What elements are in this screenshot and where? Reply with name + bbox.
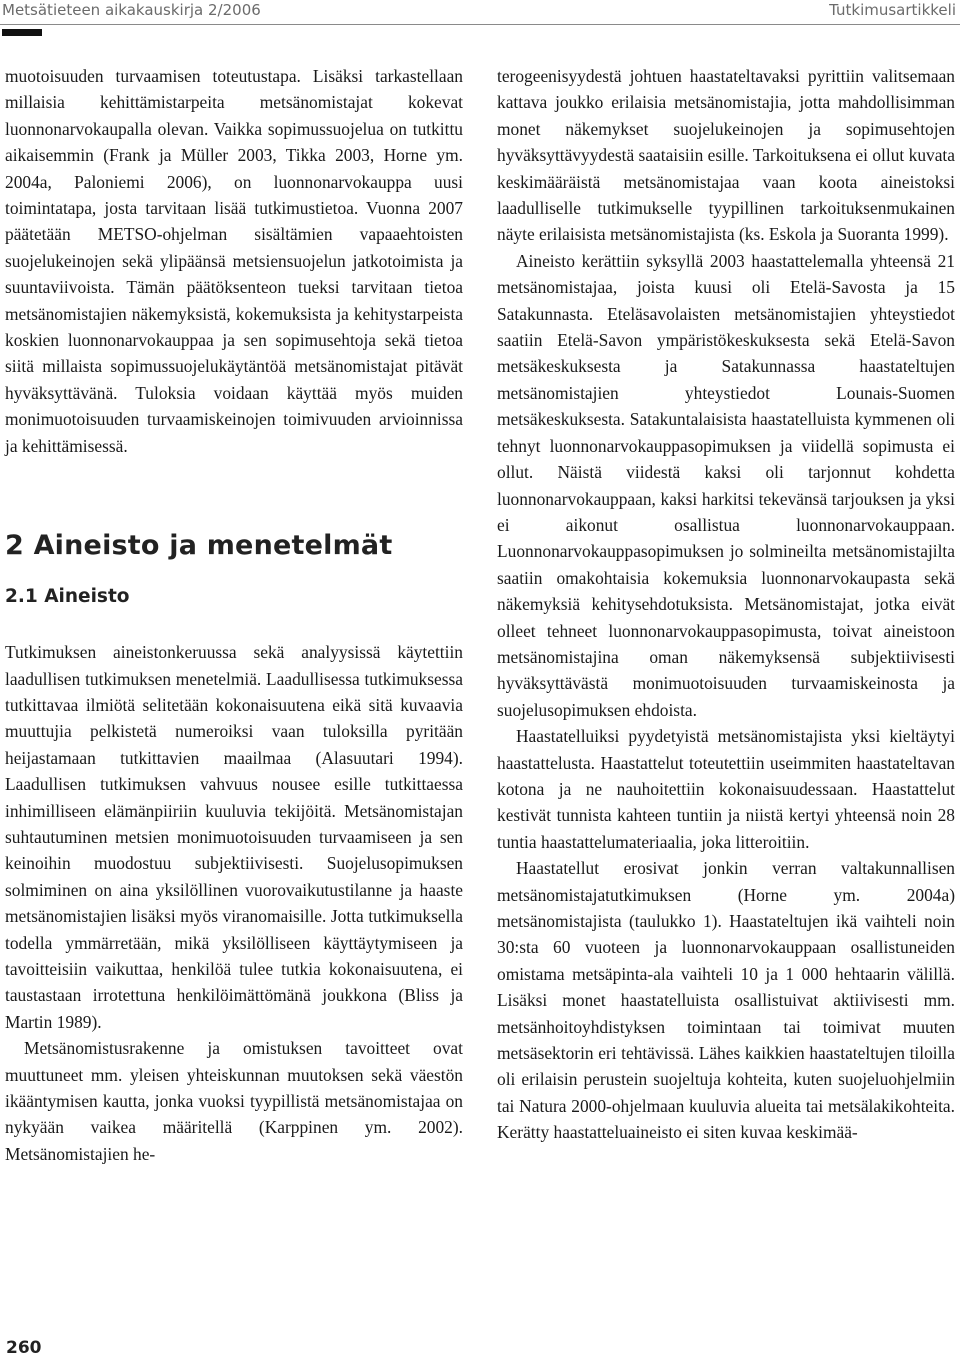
left-column <box>5 63 463 1167</box>
journal-title: Metsätieteen aikakauskirja 2/2006 <box>2 1 261 19</box>
body-paragraph: terogeenisyydestä johtuen haastateltavaksi pyrittiin valitsemaan kattava joukko erilaisia metsänomistajia, jotta mahdollisimman monet näkemykset suojelukeinojen ja sopimusehtojen hyväksyttävyydestä saataisiin esille. Tarkoituksena ei ollut kuvata keskimääräistä metsänomistajaa vaan koota aineistoksi laadulliselle tutkimukselle tyypillinen tarkoituksenmukainen näyte erilaisista metsänomistajista (ks. Eskola ja Suoranta 1999). <box>497 66 955 245</box>
section-heading: 2 Aineisto ja menetelmät <box>5 530 393 562</box>
header-rule <box>0 24 960 25</box>
body-paragraph: Haastatelluiksi pyydetyistä metsänomistajista yksi kieltäytyi haastattelusta. Haastattelut toteutettiin useimmiten haastateltavan kotona ja ne nauhoitettiin kokonaisuudessaan. Haastattelut kestivät tunnista kahteen tuntiin ja niistä kertyi yhteensä noin 28 tuntia haastattelumateriaalia, joka litteroitiin. <box>497 726 955 852</box>
body-paragraph: Tutkimuksen aineistonkeruussa sekä analyysissä käytettiin laadullisen tutkimuksen menetelmiä. Laadullisessa tutkimuksessa tutkittavaa ilmiötä selitetään kokonaisuutena eikä sitä kuvaavia muuttujia pelkistetä numeroiksi vaan tuloksilla pyritään heijastamaan tutkittavien maailmaa (Alasuutari 1994). Laadullisen tutkimuksen vahvuus nousee esille tutkittaessa inhimilliseen elämänpiiriin kuuluvia tekijöitä. Metsänomistajan suhtautuminen metsien monimuotoisuuden turvaamiseen ja sen keinoihin muodostuu subjektiivisesti. Suojelusopimuksen solmiminen on aina yksilöllinen vuorovaikutustilanne ja haaste metsänomistajien lisäksi myös viranomaisille. Jotta tutkimuksella todella ymmärretään, mikä yksilölliseen käyttäytymiseen ja tavoitteisiin vaikuttaa, henkilöä tulee tutkia kokonaisuutena, ei taustastaan irrotettuna henkilöimättömänä joukkona (Bliss ja Martin 1989). <box>5 642 463 1032</box>
subsection-heading: 2.1 Aineisto <box>5 586 130 608</box>
header-mark <box>2 29 42 36</box>
body-paragraph: Metsänomistusrakenne ja omistuksen tavoitteet ovat muuttuneet mm. yleisen yhteiskunnan muutoksen sekä väestön ikääntymisen kautta, jonka vuoksi tyypillistä metsänomistajaa on nykyään vaikea määritellä (Karppinen ym. 2002). Metsänomistajien he- <box>5 1038 463 1164</box>
body-paragraph: muotoisuuden turvaamisen toteutustapa. Lisäksi tarkastellaan millaisia kehittämistarpeita metsänomistajat kokevat luonnonarvokaupalla olevan. Vaikka sopimussuojelua on tutkittu aikaisemmin (Frank ja Müller 2003, Tikka 2003, Horne ym. 2004a, Paloniemi 2006), on luonnonarvokauppa uusi toimintatapa, josta tarvitaan lisää tutkimustietoa. Vuonna 2007 päätetään METSO-ohjelman sisältämien vapaaehtoisten suojelukeinojen sekä ylipäänsä metsiensuojelun jatkotoimista ja suuntaviivoista. Tämän päätöksenteon tueksi tarvitaan tietoa metsänomistajien näkemyksistä, kokemuksista ja kehitystarpeista koskien luonnonarvokauppaa ja sen sopimusehtoja sekä tietoa siitä millaista sopimussuojelukäytäntöä metsänomistajat pitävät hyväksyttävänä. Tuloksia voidaan käyttää myös muiden monimuotoisuuden turvaamiskeinojen toimivuuden arvioinnissa ja kehittämisessä. <box>5 66 463 456</box>
article-type: Tutkimusartikkeli <box>829 1 956 19</box>
body-paragraph: Haastatellut erosivat jonkin verran valtakunnallisen metsänomistajatutkimuksen (Horne ym. 2004a) metsänomistajista (taulukko 1). Haastateltujen ikä vaihteli noin 30:sta 60 vuoteen ja luonnonarvokauppaan osallistuneiden omistama metsäpinta-ala vaihteli 10 ja 1 000 hehtaarin välillä. Lisäksi monet haastatelluista osallistuivat aktiivisesti mm. metsänhoitoyhdistyksen toimintaan tai toimivat muuten metsäsektorin eri tehtävissä. Lähes kaikkien haastateltujen tiloilla oli erilaisin perustein suojeltuja kohteita, kuten suojeluohjelmiin tai Natura 2000-ohjelmaan kuuluvia alueita tai metsälakikohteita. Kerätty haastatteluaineisto ei siten kuvaa keskimää- <box>497 858 955 1143</box>
right-column <box>497 63 955 1146</box>
body-paragraph: Aineisto kerättiin syksyllä 2003 haastattelemalla yhteensä 21 metsänomistajaa, joista kuusi oli Etelä-Savosta ja 15 Satakunnasta. Eteläsavolaisten metsänomistajien yhteystiedot saatiin Etelä-Savon ympäristökeskuksesta sekä Etelä-Savon metsäkeskuksesta ja Satakunnassa haastateltujen metsänomistajien yhteystiedot Lounais-Suomen metsäkeskuksesta. Satakuntalaisista haastatelluista kymmenen oli tehnyt luonnonarvokauppasopimuksen ja viidellä sopimusta ei ollut. Näistä viidestä kaksi oli tarjonnut kohdetta luonnonarvokauppaan, kaksi harkitsi tekevänsä tarjouksen ja yksi ei aikonut osallistua luonnonarvokauppaan. Luonnonarvokauppasopimuksen jo solmineilta metsänomistajilta saatiin omakohtaisia kokemuksia luonnonarvokaupasta sekä näkemyksiä kehitysehdotuksista. Metsänomistajat, jotka eivät olleet tehneet luonnonarvokauppasopimusta, toivat aineistoon metsänomistajina oman näkemyksensä subjektiivisesti hyväksyttävästä monimuotoisuuden turvaamiskeinosta ja suojelusopimuksen ehdoista. <box>497 250 955 720</box>
running-header <box>0 0 960 26</box>
page-number: 260 <box>6 1338 42 1358</box>
